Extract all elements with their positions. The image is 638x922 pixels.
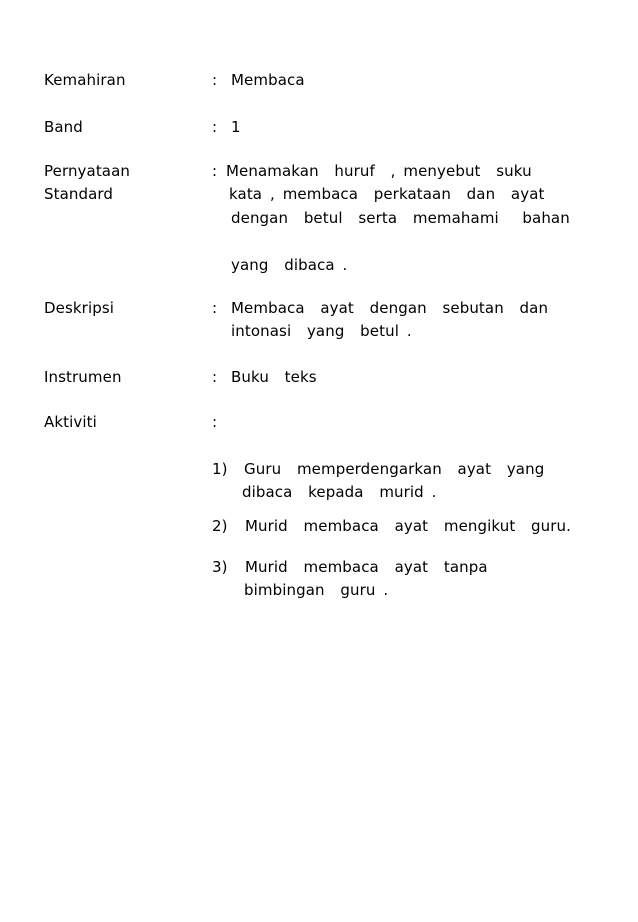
instrumen-label: Instrumen bbox=[44, 368, 122, 386]
band-colon: : bbox=[212, 118, 218, 136]
pernyataan-line-2: kata , membaca perkataan dan ayat bbox=[229, 185, 545, 203]
band-value: 1 bbox=[231, 118, 241, 136]
instrumen-colon: : bbox=[212, 368, 218, 386]
deskripsi-colon: : bbox=[212, 299, 218, 317]
aktiviti-item-3-line-2: bimbingan guru . bbox=[244, 581, 389, 599]
pernyataan-line-3: dengan betul serta memahami bahan bbox=[231, 209, 570, 227]
aktiviti-item-1-line-1: Guru memperdengarkan ayat yang bbox=[244, 460, 545, 478]
aktiviti-item-1-number: 1) bbox=[212, 460, 228, 478]
aktiviti-item-3-number: 3) bbox=[212, 558, 228, 576]
aktiviti-item-2-line-1: Murid membaca ayat mengikut guru. bbox=[245, 517, 572, 535]
pernyataan-label: Pernyataan bbox=[44, 162, 130, 180]
deskripsi-line-1: Membaca ayat dengan sebutan dan bbox=[231, 299, 549, 317]
aktiviti-item-1-line-2: dibaca kepada murid . bbox=[242, 483, 437, 501]
band-label: Band bbox=[44, 118, 83, 136]
pernyataan-line-1: Menamakan huruf , menyebut suku bbox=[226, 162, 532, 180]
aktiviti-label: Aktiviti bbox=[44, 413, 97, 431]
kemahiran-colon: : bbox=[212, 71, 218, 89]
pernyataan-colon: : bbox=[212, 162, 218, 180]
aktiviti-item-2-number: 2) bbox=[212, 517, 228, 535]
kemahiran-label: Kemahiran bbox=[44, 71, 126, 89]
aktiviti-colon: : bbox=[212, 413, 218, 431]
pernyataan-line-4: yang dibaca . bbox=[231, 256, 348, 274]
deskripsi-label: Deskripsi bbox=[44, 299, 115, 317]
kemahiran-value: Membaca bbox=[231, 71, 305, 89]
standard-label: Standard bbox=[44, 185, 114, 203]
deskripsi-line-2: intonasi yang betul . bbox=[231, 322, 412, 340]
instrumen-value: Buku teks bbox=[231, 368, 317, 386]
aktiviti-item-3-line-1: Murid membaca ayat tanpa bbox=[245, 558, 488, 576]
